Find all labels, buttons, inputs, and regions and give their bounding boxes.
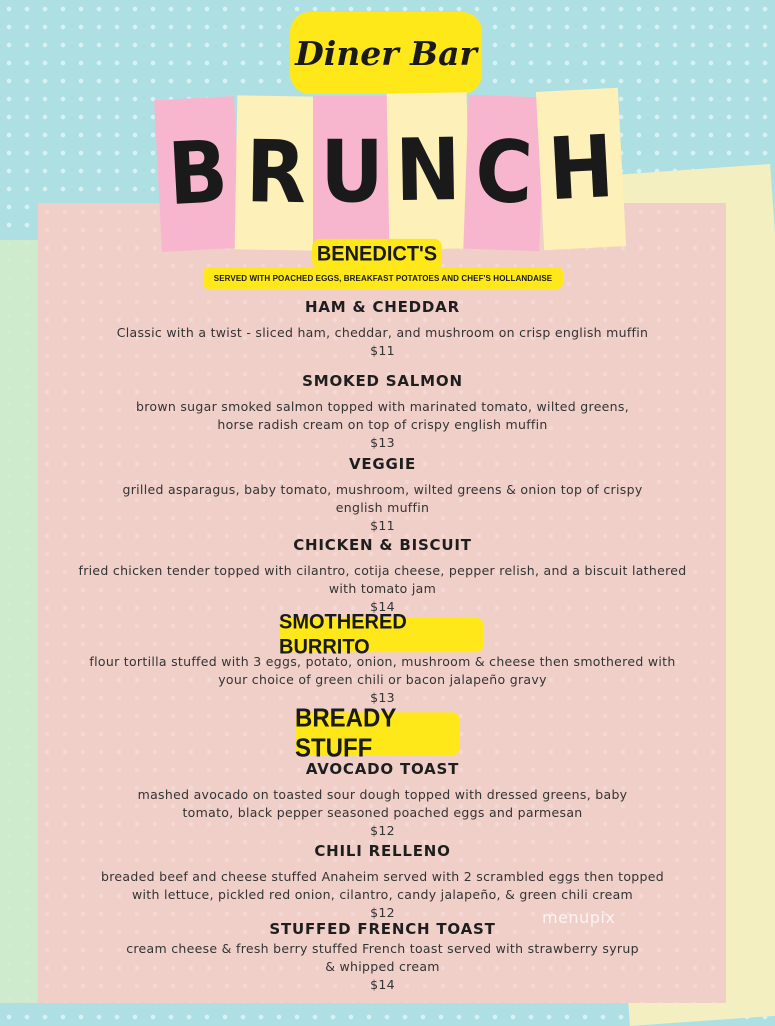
item-description: fried chicken tender topped with cilantro, cotija cheese, pepper relish, and a biscuit lathered (78, 563, 687, 578)
item-description: your choice of green chili or bacon jalapeño gravy (218, 672, 547, 687)
section-heading-burrito: SMOTHERED BURRITO (279, 618, 484, 653)
item-name: CHICKEN & BISCUIT (293, 536, 472, 554)
item-description: grilled asparagus, baby tomato, mushroom, wilted greens & onion top of crispy (122, 482, 643, 497)
item-price: $13 (370, 435, 395, 450)
item-description: mashed avocado on toasted sour dough topped with dressed greens, baby (137, 787, 628, 802)
menu-item (40, 298, 725, 360)
menu-item (40, 653, 725, 707)
section-heading-bready-stuff: BREADY STUFF (295, 712, 460, 755)
brand-name: Diner Bar (295, 33, 477, 73)
item-description: brown sugar smoked salmon topped with marinated tomato, wilted greens, (136, 399, 629, 414)
section-heading-benedicts: BENEDICT'S (312, 239, 442, 269)
item-price: $12 (370, 823, 395, 838)
item-description: horse radish cream on top of crispy english muffin (217, 417, 548, 432)
menu-item (40, 536, 725, 616)
menu-item (40, 842, 725, 922)
item-description: tomato, black pepper seasoned poached eggs and parmesan (182, 805, 583, 820)
item-description: with lettuce, pickled red onion, cilantro, candy jalapeño, & green chili cream (131, 887, 634, 902)
item-name: VEGGIE (348, 455, 417, 473)
section-subheading-benedicts: SERVED WITH POACHED EGGS, BREAKFAST POTATOES AND CHEF'S HOLLANDAISE (203, 267, 563, 289)
item-description: with tomato jam (328, 581, 437, 596)
item-description: flour tortilla stuffed with 3 eggs, potato, onion, mushroom & cheese then smothered with (89, 654, 676, 669)
menu-item (40, 455, 725, 535)
item-description: english muffin (335, 500, 430, 515)
item-name: AVOCADO TOAST (305, 760, 460, 778)
item-name: HAM & CHEDDAR (305, 298, 460, 316)
item-description: cream cheese & fresh berry stuffed French toast served with strawberry syrup (126, 941, 639, 956)
menu-item (40, 920, 725, 994)
watermark: menupix (542, 908, 616, 927)
item-price: $12 (370, 905, 395, 920)
brand-logo (290, 12, 482, 94)
title-letter-r: R (235, 95, 318, 250)
item-price: $11 (370, 343, 395, 358)
menu-item (40, 760, 725, 840)
title-letter-n: N (387, 92, 470, 250)
item-name: CHILI RELLENO (314, 842, 451, 860)
title-letter-b: B (154, 96, 242, 252)
item-description: Classic with a twist - sliced ham, cheddar, and mushroom on crisp english muffin (116, 325, 649, 340)
title-letter-h: H (536, 88, 626, 250)
title-letter-c: C (463, 95, 544, 252)
title-letter-u: U (313, 96, 391, 250)
item-name: SMOKED SALMON (302, 372, 463, 390)
item-name: STUFFED FRENCH TOAST (269, 920, 496, 938)
item-price: $14 (370, 599, 395, 614)
item-price: $13 (370, 690, 395, 705)
menu-item (40, 372, 725, 452)
item-price: $11 (370, 518, 395, 533)
item-description: breaded beef and cheese stuffed Anaheim served with 2 scrambled eggs then topped (101, 869, 664, 884)
item-price: $14 (370, 977, 395, 992)
item-description: & whipped cream (325, 959, 440, 974)
